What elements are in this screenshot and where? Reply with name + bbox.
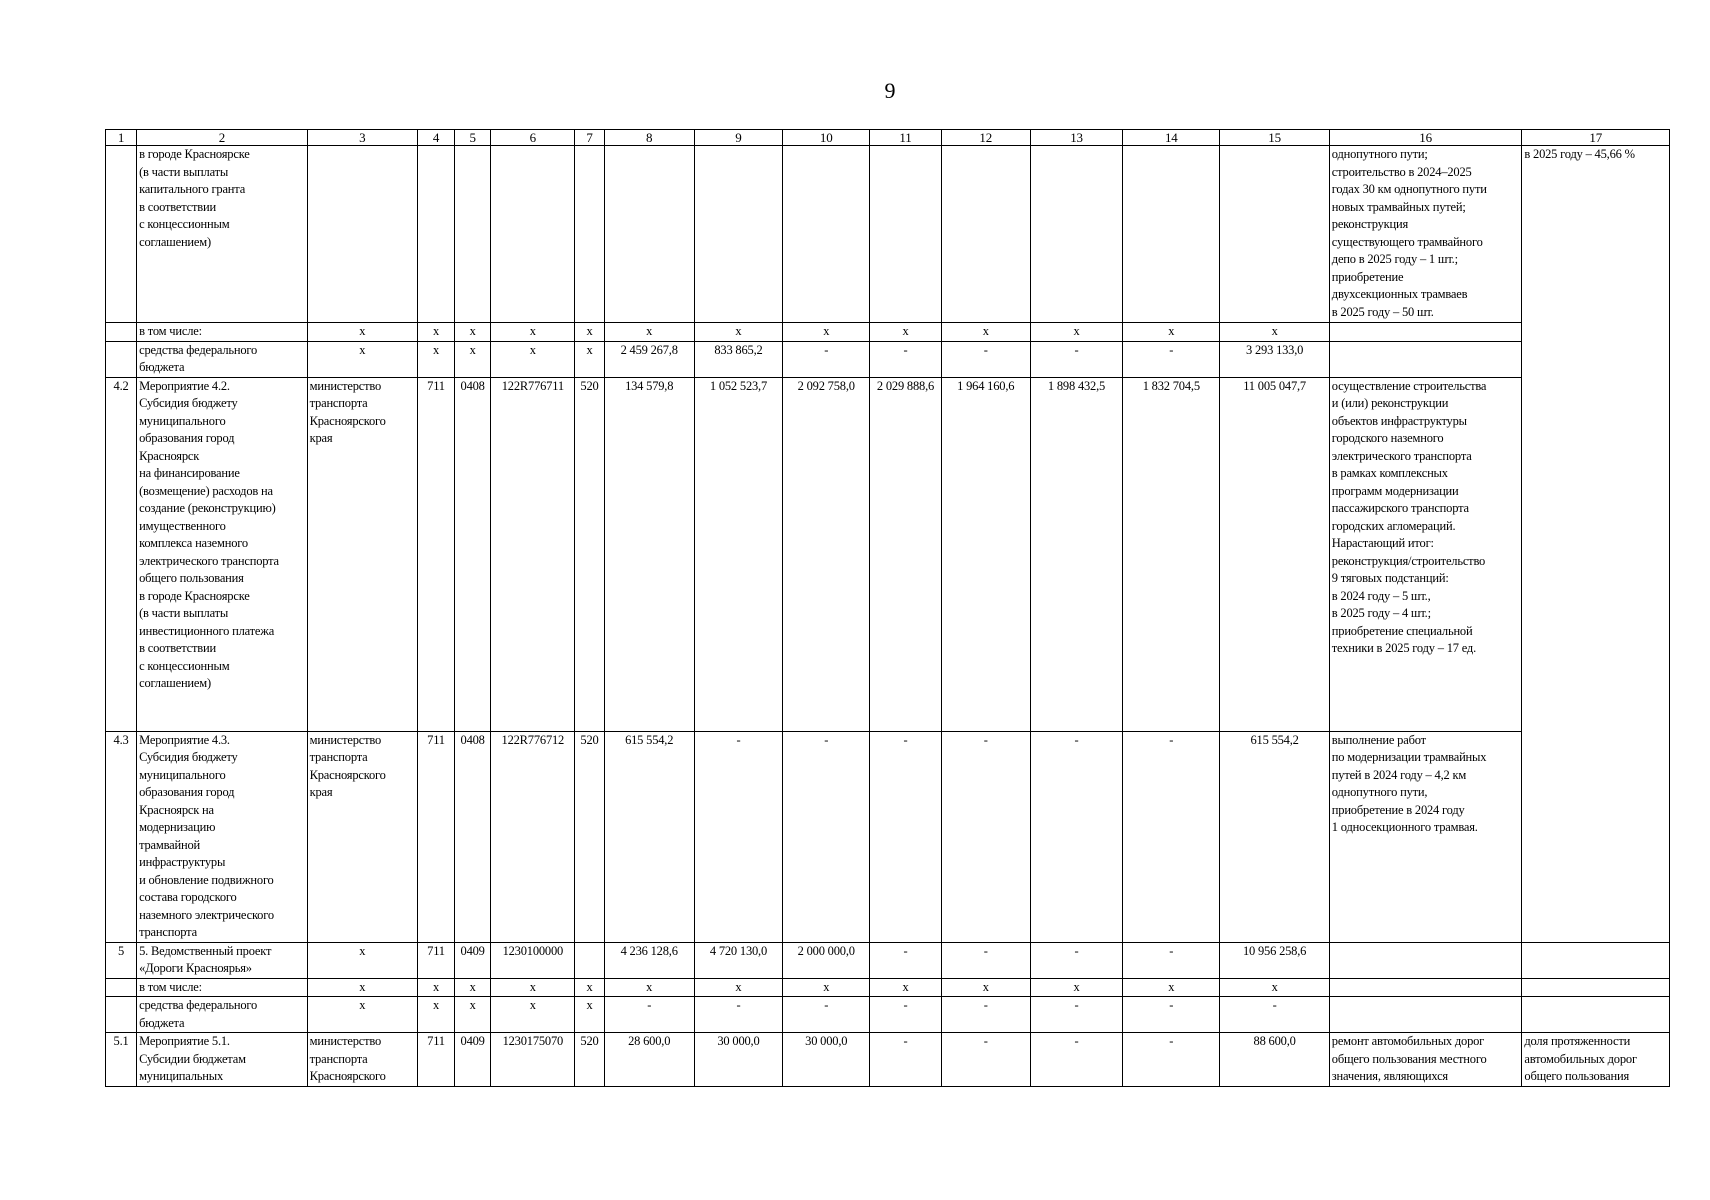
table-cell: 711 [417,1033,454,1087]
table-cell: - [941,731,1030,942]
table-cell: х [941,978,1030,997]
table-cell: х [1123,978,1220,997]
column-header: 11 [870,130,941,146]
table-cell: х [307,323,417,342]
responsible-org: министерство транспорта Красноярского края [307,377,417,731]
table-cell: х [575,323,604,342]
table-cell: 122R776711 [491,377,575,731]
table-cell: - [870,1033,941,1087]
table-cell: - [1123,942,1220,978]
page-number: 9 [884,78,896,103]
table-cell: 2 029 888,6 [870,377,941,731]
table-cell: 520 [575,1033,604,1087]
table-cell: - [1030,997,1122,1033]
table-row [106,323,1670,342]
table-cell: х [870,978,941,997]
table-cell: 30 000,0 [783,1033,870,1087]
table-cell: - [1030,341,1122,377]
table-cell: - [870,731,941,942]
table-cell: 4 720 130,0 [694,942,782,978]
column-header: 9 [694,130,782,146]
row-number [106,146,137,323]
table-cell: х [417,341,454,377]
row-number: 4.2 [106,377,137,731]
table-cell: 1230175070 [491,1033,575,1087]
column-header: 8 [604,130,694,146]
table-cell: х [694,323,782,342]
row-number [106,323,137,342]
table-cell [417,146,454,323]
table-cell: х [491,341,575,377]
table-cell: х [455,997,491,1033]
table-cell: 122R776712 [491,731,575,942]
table-cell: - [870,942,941,978]
table-cell: 1 964 160,6 [941,377,1030,731]
column-header: 5 [455,130,491,146]
table-cell: - [604,997,694,1033]
table-cell: - [783,997,870,1033]
table-cell: х [575,978,604,997]
column-header: 17 [1522,130,1670,146]
table-cell: х [455,323,491,342]
result-description [1329,978,1522,997]
table-cell: 134 579,8 [604,377,694,731]
column-header: 3 [307,130,417,146]
table-cell: - [1220,997,1329,1033]
table-cell: - [1123,1033,1220,1087]
table-cell [870,146,941,323]
indicator-cell [1522,978,1670,997]
table-cell: - [941,997,1030,1033]
table-cell: х [307,978,417,997]
table-cell: 30 000,0 [694,1033,782,1087]
table-cell: х [604,978,694,997]
column-header: 4 [417,130,454,146]
table-cell: - [694,731,782,942]
table-cell: х [1220,978,1329,997]
table-cell: х [417,323,454,342]
table-row [106,341,1670,377]
table-cell: 0408 [455,377,491,731]
indicator-cell [1522,942,1670,978]
table-cell [455,146,491,323]
column-header: 1 [106,130,137,146]
table-cell: х [417,997,454,1033]
table-cell: х [455,341,491,377]
row-number [106,978,137,997]
event-description: 5. Ведомственный проект «Дороги Красноярья» [137,942,308,978]
table-cell [307,146,417,323]
column-header: 10 [783,130,870,146]
event-description: в городе Красноярске (в части выплаты капитального гранта в соответствии с концессионным соглашением) [137,146,308,323]
table-cell: х [783,323,870,342]
table-cell [491,146,575,323]
table-cell: х [307,997,417,1033]
responsible-org: министерство транспорта Красноярского [307,1033,417,1087]
column-header: 6 [491,130,575,146]
event-description: Мероприятие 4.2. Субсидия бюджету муниципального образования город Красноярск на финансирование (возмещение) расходов на создание (реконструкцию) имущественного комплекса наземного электрического транспорта общего пользования в городе Красноярске (в части выплаты инвестиционного платежа в соответствии с концессионным соглашением) [137,377,308,731]
table-cell: 1 832 704,5 [1123,377,1220,731]
event-description: Мероприятие 5.1. Субсидии бюджетам муниципальных [137,1033,308,1087]
table-cell: х [1030,978,1122,997]
column-header: 7 [575,130,604,146]
table-cell: х [491,323,575,342]
table-cell: 3 293 133,0 [1220,341,1329,377]
column-header: 16 [1329,130,1522,146]
result-description: осуществление строительства и (или) реконструкции объектов инфраструктуры городского наземного электрического транспорта в рамках комплексных программ модернизации пассажирского транспорта городских агломераций. Нарастающий итог: реконструкция/строительство 9 тяговых подстанций: в 2024 году – 5 шт., в 2025 году – 4 шт.; приобретение специальной техники в 2025 году – 17 ед. [1329,377,1522,731]
table-cell: - [941,1033,1030,1087]
table-cell: 615 554,2 [604,731,694,942]
table-cell: х [307,341,417,377]
table-cell: 2 092 758,0 [783,377,870,731]
result-description [1329,323,1522,342]
table-cell: х [1220,323,1329,342]
table-row [106,377,1670,731]
table-row [106,146,1670,323]
column-header: 15 [1220,130,1329,146]
table-cell: - [694,997,782,1033]
table-cell [1030,146,1122,323]
indicator-cell: доля протяженности автомобильных дорог общего пользования [1522,1033,1670,1087]
column-header: 2 [137,130,308,146]
table-cell: 615 554,2 [1220,731,1329,942]
table-cell: - [941,942,1030,978]
result-description: ремонт автомобильных дорог общего пользования местного значения, являющихся [1329,1033,1522,1087]
column-header: 13 [1030,130,1122,146]
table-cell [575,146,604,323]
event-description: в том числе: [137,978,308,997]
result-description: выполнение работ по модернизации трамвайных путей в 2024 году – 4,2 км однопутного пути, приобретение в 2024 году 1 односекционного трамвая. [1329,731,1522,942]
budget-table [105,129,1670,1087]
result-description: однопутного пути; строительство в 2024–2025 годах 30 км однопутного пути новых трамвайных путей; реконструкция существующего трамвайного депо в 2025 году – 1 шт.; приобретение двухсекционных трамваев в 2025 году – 50 шт. [1329,146,1522,323]
table-row [106,942,1670,978]
table-cell: - [1030,942,1122,978]
table-cell: 11 005 047,7 [1220,377,1329,731]
table-cell: х [870,323,941,342]
table-cell [575,942,604,978]
table-cell: 711 [417,377,454,731]
table-cell: - [1030,731,1122,942]
table-cell: 520 [575,377,604,731]
table-cell: 0409 [455,942,491,978]
table-cell: х [455,978,491,997]
result-description [1329,341,1522,377]
row-number: 5.1 [106,1033,137,1087]
responsible-org: министерство транспорта Красноярского края [307,731,417,942]
indicator-cell: в 2025 году – 45,66 % [1522,146,1670,943]
table-cell: х [783,978,870,997]
table-cell: 711 [417,942,454,978]
table-cell [1123,146,1220,323]
table-cell: 2 459 267,8 [604,341,694,377]
table-cell: 1 052 523,7 [694,377,782,731]
row-number [106,997,137,1033]
table-cell: - [1030,1033,1122,1087]
table-cell: - [870,341,941,377]
column-header: 14 [1123,130,1220,146]
event-description: Мероприятие 4.3. Субсидия бюджету муниципального образования город Красноярск на модернизацию трамвайной инфраструктуры и обновление подвижного состава городского наземного электрического транспорта [137,731,308,942]
row-number: 5 [106,942,137,978]
table-cell: 10 956 258,6 [1220,942,1329,978]
event-description: средства федерального бюджета [137,997,308,1033]
row-number [106,341,137,377]
table-cell: - [783,731,870,942]
table-cell: х [575,997,604,1033]
table-cell: 88 600,0 [1220,1033,1329,1087]
table-cell: х [941,323,1030,342]
table-cell [1220,146,1329,323]
table-cell: - [783,341,870,377]
result-description [1329,942,1522,978]
header-row [106,130,1670,146]
table-row [106,731,1670,942]
table-cell: х [1123,323,1220,342]
table-cell: - [1123,731,1220,942]
table-cell: - [1123,997,1220,1033]
table-cell: 1 898 432,5 [1030,377,1122,731]
row-number: 4.3 [106,731,137,942]
event-description: средства федерального бюджета [137,341,308,377]
result-description [1329,997,1522,1033]
table-row [106,978,1670,997]
table-cell: 1230100000 [491,942,575,978]
table-cell: 833 865,2 [694,341,782,377]
table-cell: - [870,997,941,1033]
table-cell: 0408 [455,731,491,942]
table-cell [694,146,782,323]
table-cell [783,146,870,323]
table-row [106,1033,1670,1087]
table-cell: х [491,978,575,997]
table-cell: х [1030,323,1122,342]
table-cell: - [1123,341,1220,377]
table-cell: - [941,341,1030,377]
table-cell: х [604,323,694,342]
indicator-cell [1522,997,1670,1033]
table-cell: 711 [417,731,454,942]
table-cell: х [417,978,454,997]
event-description: в том числе: [137,323,308,342]
table-cell: 28 600,0 [604,1033,694,1087]
table-cell: 520 [575,731,604,942]
table-cell: х [307,942,417,978]
table-cell: 2 000 000,0 [783,942,870,978]
table-cell: 4 236 128,6 [604,942,694,978]
table-cell: х [694,978,782,997]
table-row [106,997,1670,1033]
table-cell: х [575,341,604,377]
table-cell: х [491,997,575,1033]
table-cell: 0409 [455,1033,491,1087]
column-header: 12 [941,130,1030,146]
table-cell [941,146,1030,323]
table-cell [604,146,694,323]
